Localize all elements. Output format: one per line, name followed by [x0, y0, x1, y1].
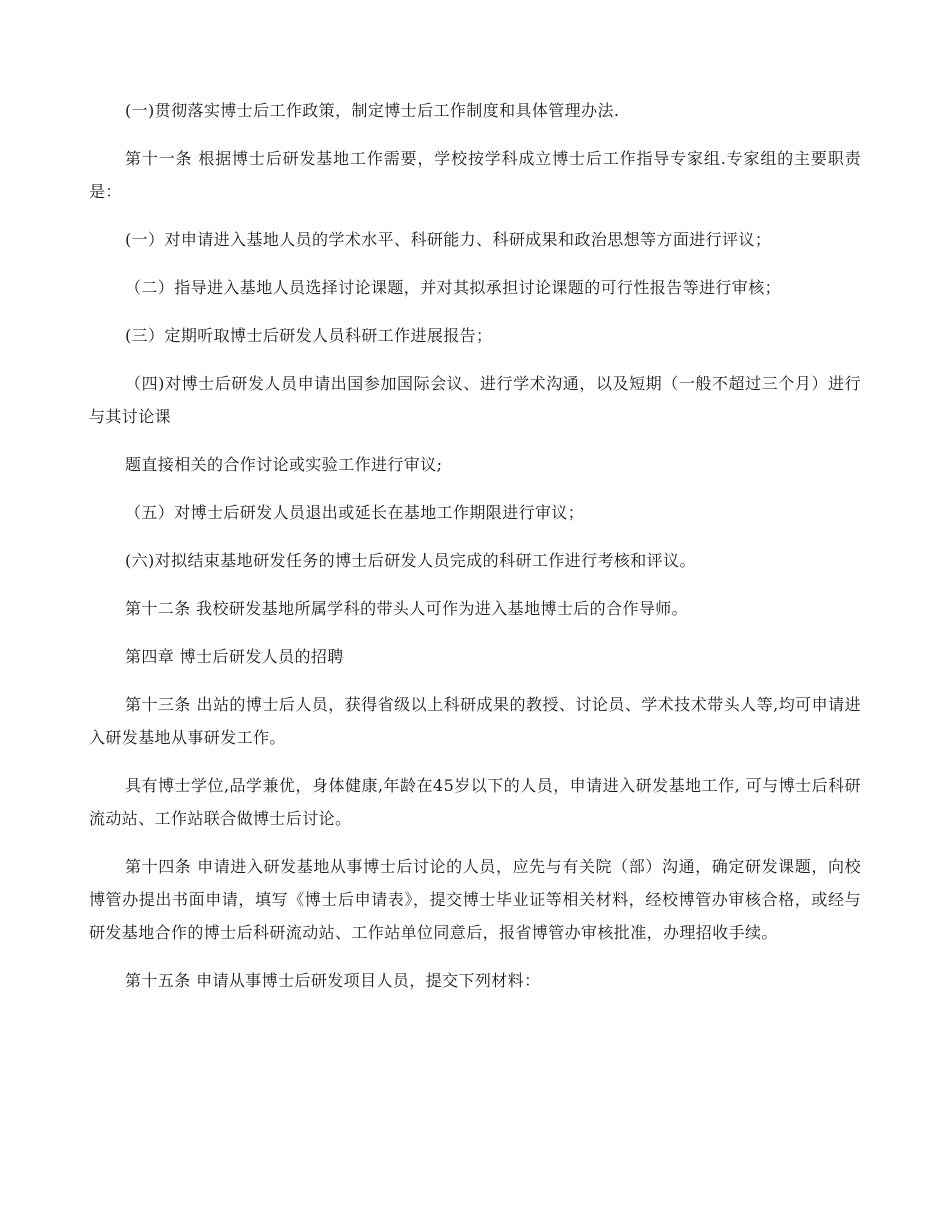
paragraph-item-6-assessment: (六)对拟结束基地研发任务的博士后研发人员完成的科研工作进行考核和评议。 [125, 551, 696, 570]
paragraph-article-13: 第十三条 出站的博士后人员，获得省级以上科研成果的教授、讨论员、学术技术带头人等,均可申请进入研发基地从事研发工作。 [89, 695, 861, 747]
paragraph-article-12: 第十二条 我校研发基地所属学科的带头人可作为进入基地博士后的合作导师。 [125, 599, 689, 618]
paragraph-doctorate-eligibility: 具有博士学位,品学兼优，身体健康,年龄在45岁以下的人员，申请进入研发基地工作, 可与博士后科研流动站、工作站联合做博士后讨论。 [89, 776, 861, 828]
paragraph-item-4-international: （四)对博士后研发人员申请出国参加国际会议、进行学术沟通，以及短期（一般不超过三个月）进行与其讨论课 [89, 374, 861, 426]
paragraph-item-4-continued: 题直接相关的合作讨论或实验工作进行审议; [125, 455, 443, 474]
paragraph-article-14: 第十四条 申请进入研发基地从事博士后讨论的人员，应先与有关院（部）沟通，确定研发课题，向校博管办提出书面申请，填写《博士后申请表》，提交博士毕业证等相关材料，经校博管办审核合格，或经与研发基地合作的博士后科研流动站、工作站单位同意后，报省博管办审核批准，办理招收手续。 [89, 857, 861, 942]
paragraph-item-3-progress-report: (三）定期听取博士后研发人员科研工作进展报告； [125, 326, 493, 345]
chapter-4-heading: 第四章 博士后研发人员的招聘 [125, 647, 344, 666]
paragraph-item-2-guidance: （二）指导进入基地人员选择讨论课题，并对其拟承担讨论课题的可行性报告等进行审核； [125, 278, 782, 297]
paragraph-article-11: 第十一条 根据博士后研发基地工作需要，学校按学科成立博士后工作指导专家组.专家组的主要职责是： [89, 149, 861, 201]
paragraph-duty-implement-policy: (一)贯彻落实博士后工作政策，制定博士后工作制度和具体管理办法. [125, 101, 620, 120]
paragraph-article-15: 第十五条 申请从事博士后研发项目人员，提交下列材料： [125, 971, 541, 990]
paragraph-item-5-exit-extension: （五）对博士后研发人员退出或延长在基地工作期限进行审议； [125, 503, 585, 522]
paragraph-item-1-evaluation: (一）对申请进入基地人员的学术水平、科研能力、科研成果和政治思想等方面进行评议； [125, 230, 772, 249]
